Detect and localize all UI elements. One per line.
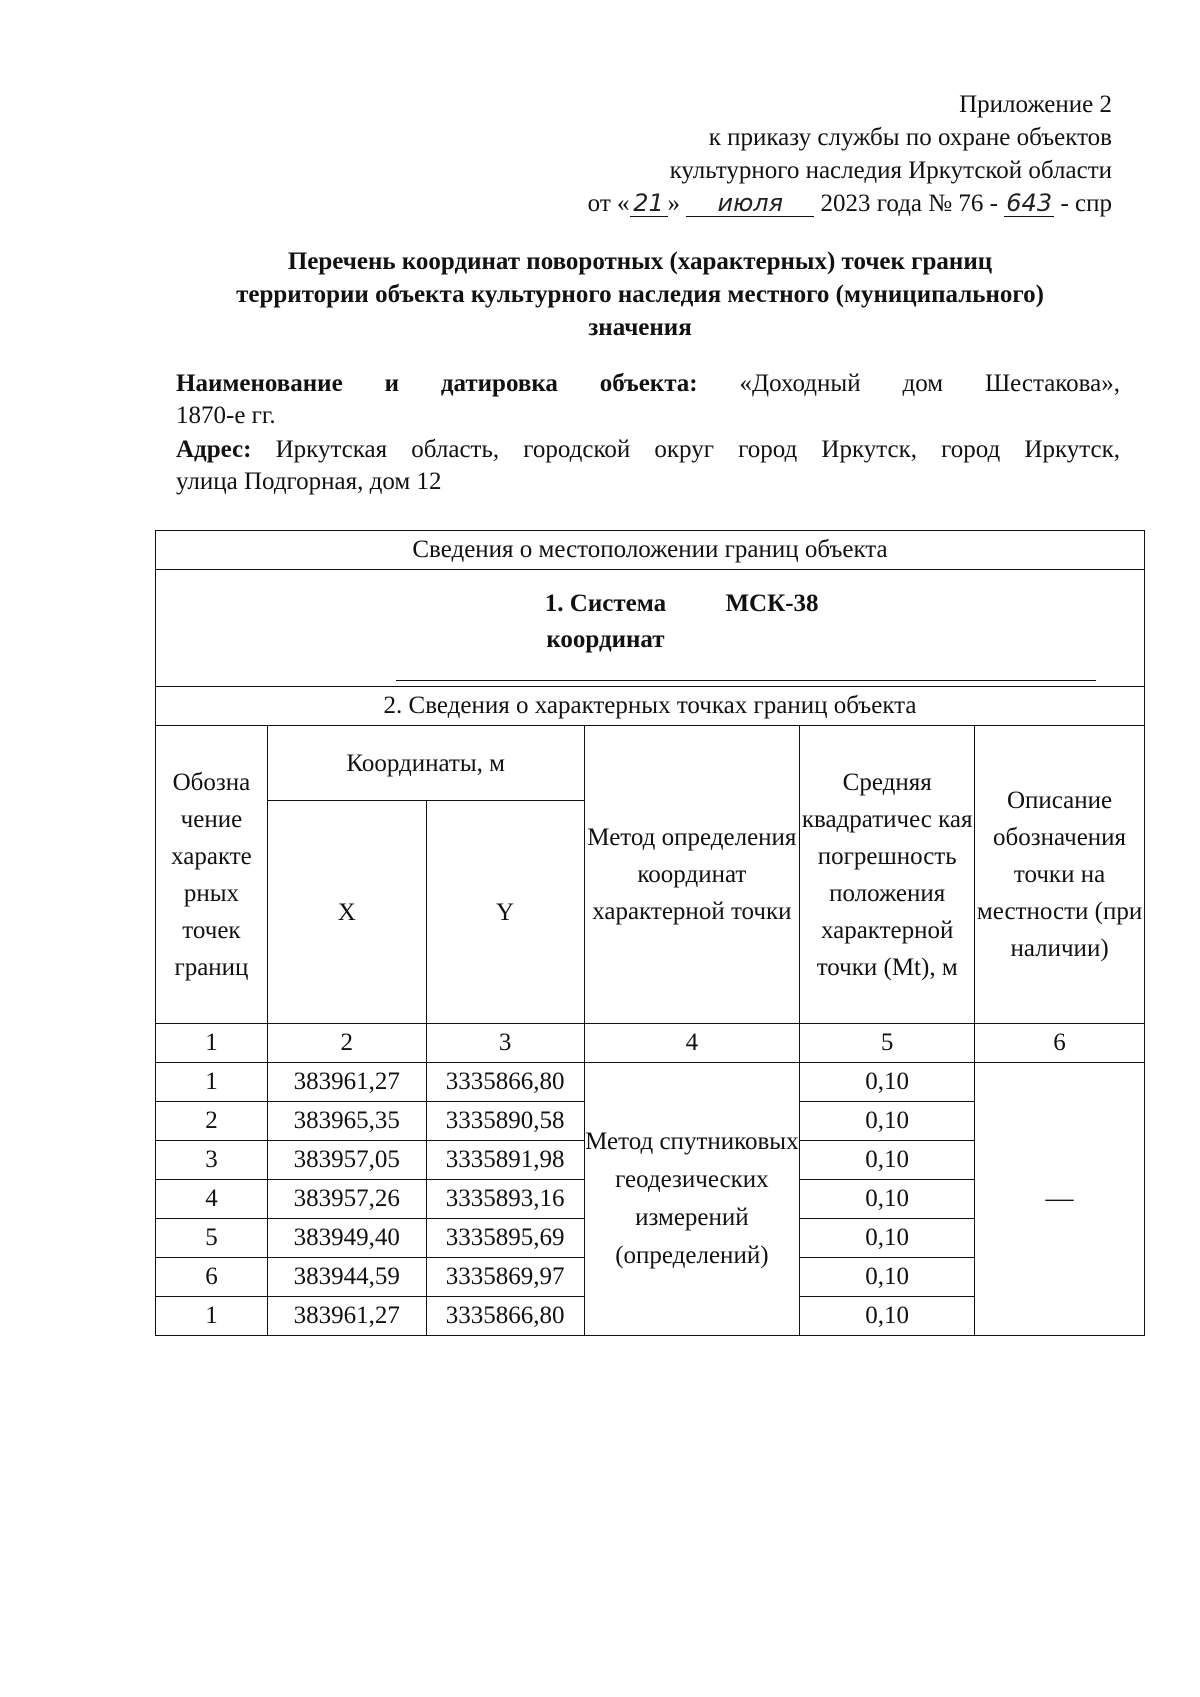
x-cell: 383957,05 bbox=[267, 1141, 426, 1180]
y-cell: 3335891,98 bbox=[426, 1141, 584, 1180]
x-cell: 383949,40 bbox=[267, 1219, 426, 1258]
x-cell: 383965,35 bbox=[267, 1102, 426, 1141]
section-2-title: 2. Сведения о характерных точках границ объекта bbox=[156, 687, 1145, 726]
section-1-title: Сведения о местоположении границ объекта bbox=[156, 531, 1145, 570]
y-cell: 3335869,97 bbox=[426, 1258, 584, 1297]
coordinate-system-cell bbox=[156, 570, 1145, 687]
address-line-1 bbox=[176, 434, 1120, 466]
point-cell: 1 bbox=[156, 1297, 268, 1336]
col-number-1: 1 bbox=[156, 1024, 268, 1063]
point-cell: 4 bbox=[156, 1180, 268, 1219]
mt-cell: 0,10 bbox=[800, 1180, 975, 1219]
y-cell: 3335890,58 bbox=[426, 1102, 584, 1141]
mt-cell: 0,10 bbox=[800, 1219, 975, 1258]
y-cell: 3335866,80 bbox=[426, 1297, 584, 1336]
order-year-text: 2023 года № 76 - bbox=[820, 190, 998, 217]
x-cell: 383961,27 bbox=[267, 1297, 426, 1336]
handwritten-day: 21 bbox=[630, 190, 668, 217]
handwritten-order-number: 643 bbox=[1004, 190, 1054, 217]
object-name-line-1 bbox=[176, 368, 1120, 400]
date-prefix: от « bbox=[587, 190, 630, 217]
title-line-1: Перечень координат поворотных (характерных) точек границ bbox=[287, 248, 993, 275]
col-number-6: 6 bbox=[975, 1024, 1145, 1063]
y-cell: 3335895,69 bbox=[426, 1219, 584, 1258]
system-label-line-2: координат bbox=[546, 625, 665, 653]
object-name-label: Наименование и датировка объекта: bbox=[176, 370, 698, 397]
col-mt-header: Средняя квадратичес кая погрешность положения характерной точки (Mt), м bbox=[800, 726, 975, 1024]
x-cell: 383957,26 bbox=[267, 1180, 426, 1219]
mt-cell: 0,10 bbox=[800, 1102, 975, 1141]
mt-cell: 0,10 bbox=[800, 1258, 975, 1297]
x-cell: 383961,27 bbox=[267, 1063, 426, 1102]
table-row bbox=[156, 1063, 1145, 1102]
description-cell: — bbox=[975, 1063, 1145, 1336]
address-line-2: улица Подгорная, дом 12 bbox=[176, 468, 442, 495]
y-cell: 3335893,16 bbox=[426, 1180, 584, 1219]
date-mid: » bbox=[667, 190, 681, 217]
system-label-line-1: 1. Система bbox=[544, 589, 667, 617]
point-cell: 6 bbox=[156, 1258, 268, 1297]
point-cell: 5 bbox=[156, 1219, 268, 1258]
mt-cell: 0,10 bbox=[800, 1063, 975, 1102]
col-point-header: Обозна чение характе рных точек границ bbox=[156, 726, 268, 1024]
point-cell: 2 bbox=[156, 1102, 268, 1141]
handwritten-month: июля bbox=[686, 190, 814, 217]
address-label: Адрес: bbox=[176, 436, 252, 463]
method-cell: Метод спутниковых геодезических измерений (определений) bbox=[584, 1063, 800, 1336]
x-cell: 383944,59 bbox=[267, 1258, 426, 1297]
order-suffix: - спр bbox=[1060, 190, 1112, 217]
title-line-2: территории объекта культурного наследия местного (муниципального) bbox=[236, 281, 1044, 308]
col-y-header: Y bbox=[426, 801, 584, 1024]
coordinate-system-value: МСК-38 bbox=[725, 589, 819, 617]
col-description-header: Описание обозначения точки на местности (при наличии) bbox=[975, 726, 1145, 1024]
address-value: Иркутская область, городской округ город Иркутск, город Иркутск, bbox=[275, 436, 1120, 463]
object-name-value: «Доходный дом Шестакова», bbox=[739, 370, 1121, 397]
boundary-table bbox=[155, 530, 1145, 1336]
appendix-line-3: культурного наследия Иркутской области bbox=[669, 157, 1112, 184]
mt-cell: 0,10 bbox=[800, 1297, 975, 1336]
object-info bbox=[176, 368, 1120, 498]
col-number-4: 4 bbox=[584, 1024, 800, 1063]
appendix-line-2: к приказу службы по охране объектов bbox=[708, 124, 1112, 151]
coordinate-system-underline bbox=[396, 658, 1096, 681]
title-line-3: значения bbox=[588, 314, 692, 341]
object-name-line-2: 1870-е гг. bbox=[176, 402, 276, 429]
coordinate-system-label bbox=[481, 576, 725, 658]
document-title bbox=[160, 245, 1120, 344]
y-cell: 3335866,80 bbox=[426, 1063, 584, 1102]
col-number-5: 5 bbox=[800, 1024, 975, 1063]
col-x-header: X bbox=[267, 801, 426, 1024]
point-cell: 1 bbox=[156, 1063, 268, 1102]
appendix-header bbox=[492, 88, 1112, 220]
mt-cell: 0,10 bbox=[800, 1141, 975, 1180]
col-number-3: 3 bbox=[426, 1024, 584, 1063]
point-cell: 3 bbox=[156, 1141, 268, 1180]
address-paragraph bbox=[176, 434, 1120, 498]
col-coords-header: Координаты, м bbox=[267, 726, 584, 801]
object-name-paragraph bbox=[176, 368, 1120, 432]
col-number-2: 2 bbox=[267, 1024, 426, 1063]
col-method-header: Метод определения координат характерной точки bbox=[584, 726, 800, 1024]
appendix-line-1: Приложение 2 bbox=[959, 91, 1112, 118]
order-date-line bbox=[492, 187, 1112, 220]
